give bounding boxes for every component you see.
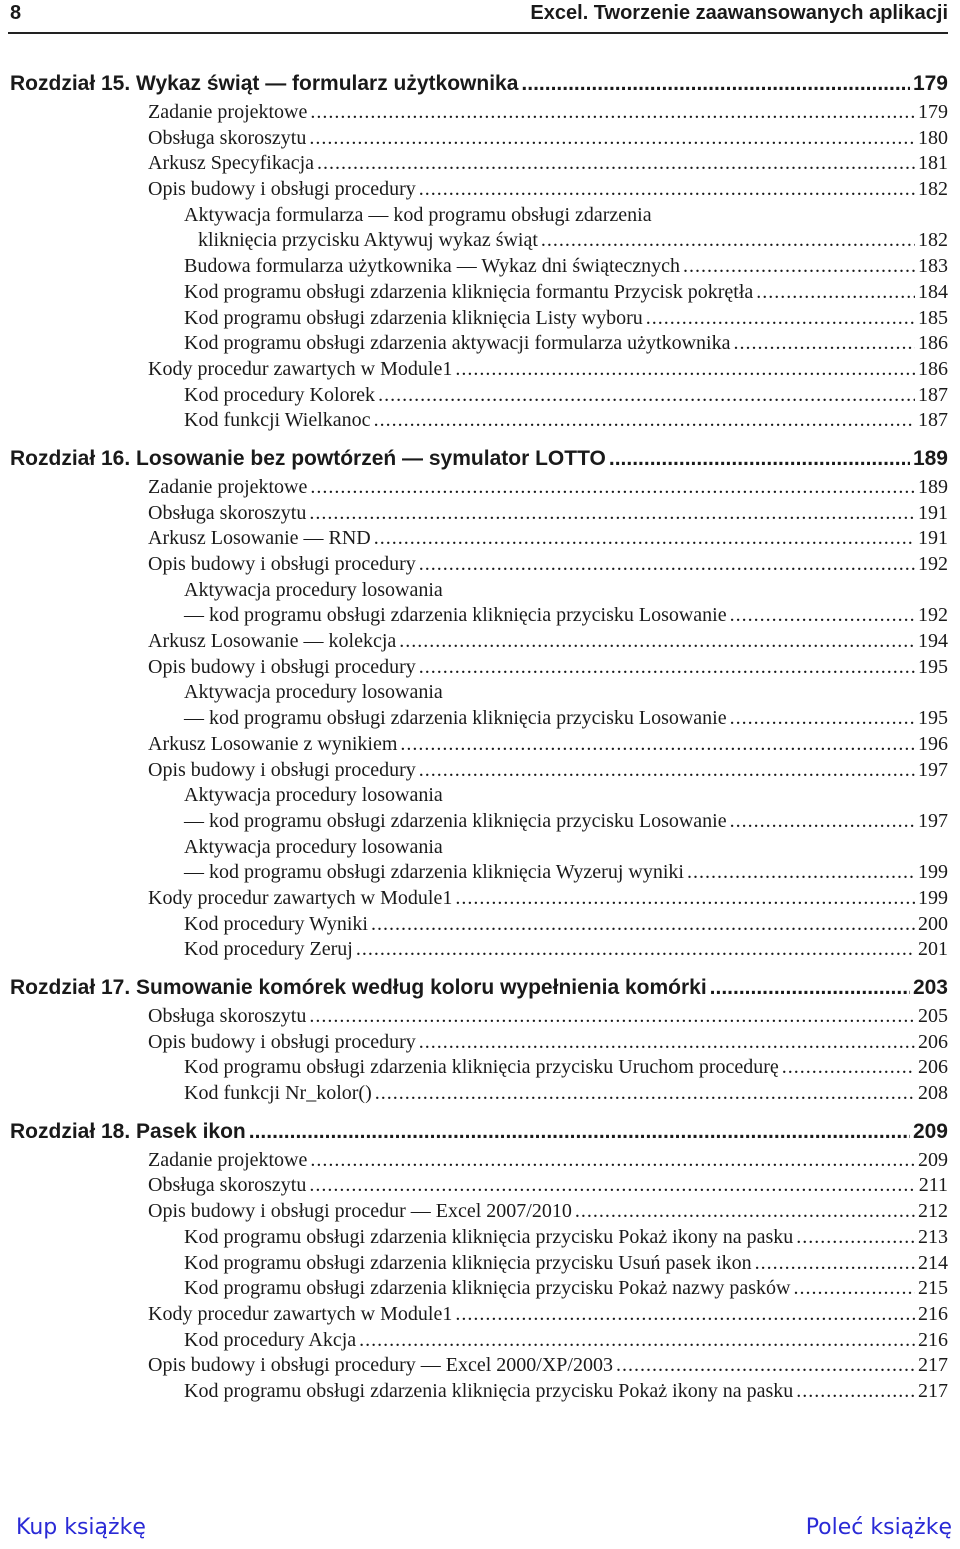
table-of-contents <box>10 72 948 1406</box>
toc-page-number: 217 <box>918 1354 948 1377</box>
toc-entry <box>10 255 948 281</box>
toc-page-number: 209 <box>918 1148 948 1171</box>
toc-page-number: 200 <box>918 912 948 935</box>
toc-page-number: 217 <box>918 1379 948 1402</box>
dot-leader <box>521 72 910 96</box>
dot-leader <box>310 476 915 499</box>
toc-page-number: 185 <box>918 306 948 329</box>
toc-entry <box>10 204 948 230</box>
dot-leader <box>455 1303 915 1326</box>
toc-entry <box>10 527 948 553</box>
toc-entry-title: Obsługa skoroszytu <box>148 1174 307 1197</box>
toc-entry-title: Arkusz Losowanie — kolekcja <box>148 630 397 653</box>
toc-entry-title: Aktywacja procedury losowania <box>184 784 443 807</box>
toc-page-number: 182 <box>918 229 948 252</box>
dot-leader <box>400 733 915 756</box>
toc-entry-title: Aktywacja formularza — kod programu obsługi zdarzenia <box>184 203 652 226</box>
toc-page-number: 189 <box>912 446 948 470</box>
toc-entry-title: Kod programu obsługi zdarzenia kliknięcia przycisku Usuń pasek ikon <box>184 1251 752 1274</box>
dot-leader <box>310 1149 915 1172</box>
page-footer <box>0 1513 960 1549</box>
dot-leader <box>796 1380 915 1403</box>
toc-page-number: 215 <box>918 1277 948 1300</box>
toc-entry-title: Kod programu obsługi zdarzenia aktywacji formularza użytkownika <box>184 332 731 355</box>
toc-page-number: 179 <box>918 101 948 123</box>
toc-page-number: 187 <box>918 409 948 432</box>
toc-entry-title: — kod programu obsługi zdarzenia kliknięcia przycisku Losowanie <box>184 809 727 832</box>
toc-entry <box>10 502 948 528</box>
toc-entry <box>10 861 948 887</box>
toc-entry-title: Opis budowy i obsługi procedury <box>148 655 416 678</box>
toc-entry-title: Aktywacja procedury losowania <box>184 681 443 704</box>
dot-leader <box>309 127 915 150</box>
toc-page-number: 183 <box>918 255 948 278</box>
dot-leader <box>249 1120 910 1144</box>
dot-leader <box>616 1354 915 1377</box>
toc-entry-title: Obsługa skoroszytu <box>148 501 307 524</box>
dot-leader <box>378 384 915 407</box>
toc-entry <box>10 759 948 785</box>
toc-page-number: 179 <box>912 72 948 95</box>
toc-page-number: 206 <box>918 1030 948 1053</box>
toc-entry-title: Opis budowy i obsługi procedury <box>148 758 416 781</box>
toc-page-number: 191 <box>918 527 948 550</box>
toc-entry <box>10 1005 948 1031</box>
dot-leader <box>419 759 915 782</box>
toc-entry <box>10 358 948 384</box>
toc-entry-title: Rozdział 17. Sumowanie komórek według koloru wypełnienia komórki <box>10 976 707 999</box>
dot-leader <box>309 1005 915 1028</box>
toc-page-number: 180 <box>918 126 948 149</box>
toc-entry <box>10 707 948 733</box>
toc-page-number: 187 <box>918 383 948 406</box>
toc-entry <box>10 409 948 435</box>
toc-entry <box>10 1329 948 1355</box>
toc-chapter-entry <box>10 1120 948 1149</box>
dot-leader <box>733 332 915 355</box>
toc-entry <box>10 229 948 255</box>
toc-entry <box>10 152 948 178</box>
toc-entry <box>10 656 948 682</box>
dot-leader <box>399 630 915 653</box>
toc-entry <box>10 1056 948 1082</box>
toc-entry <box>10 784 948 810</box>
toc-page-number: 212 <box>918 1200 948 1223</box>
dot-leader <box>730 604 915 627</box>
toc-page-number: 197 <box>918 758 948 781</box>
toc-entry <box>10 1200 948 1226</box>
toc-entry <box>10 332 948 358</box>
toc-page-number: 199 <box>918 886 948 909</box>
dot-leader <box>782 1056 915 1079</box>
toc-page-number: 182 <box>918 178 948 201</box>
toc-entry-title: — kod programu obsługi zdarzenia kliknięcia Wyzeruj wyniki <box>184 861 684 884</box>
dot-leader <box>317 152 915 175</box>
toc-entry-title: Arkusz Losowanie — RND <box>148 527 371 550</box>
toc-entry-title: Kod programu obsługi zdarzenia kliknięcia przycisku Pokaż nazwy pasków <box>184 1277 791 1300</box>
dot-leader <box>375 1082 915 1105</box>
dot-leader <box>609 447 910 471</box>
toc-entry <box>10 810 948 836</box>
toc-entry-title: Aktywacja procedury losowania <box>184 835 443 858</box>
toc-entry <box>10 476 948 502</box>
dot-leader <box>309 1174 915 1197</box>
dot-leader <box>374 527 915 550</box>
dot-leader <box>310 101 915 124</box>
toc-page-number: 203 <box>912 976 948 999</box>
toc-entry <box>10 281 948 307</box>
toc-page-number: 205 <box>918 1005 948 1027</box>
toc-entry-title: Arkusz Specyfikacja <box>148 152 315 175</box>
toc-page-number: 181 <box>918 152 948 175</box>
toc-entry <box>10 101 948 127</box>
toc-entry-title: Rozdział 15. Wykaz świąt — formularz użytkownika <box>10 72 519 95</box>
toc-chapter-entry <box>10 72 948 101</box>
toc-entry-title: kliknięcia przycisku Aktywuj wykaz świąt <box>198 229 538 252</box>
toc-entry-title: — kod programu obsługi zdarzenia kliknięcia przycisku Losowanie <box>184 707 727 730</box>
toc-entry-title: Kod procedury Kolorek <box>184 383 376 406</box>
dot-leader <box>356 938 915 961</box>
dot-leader <box>793 1277 915 1300</box>
toc-page-number: 189 <box>918 475 948 498</box>
toc-page-number: 201 <box>918 938 948 961</box>
toc-chapter-entry <box>10 976 948 1005</box>
page-number: 8 <box>10 2 22 24</box>
toc-entry <box>10 1226 948 1252</box>
toc-page-number: 186 <box>918 332 948 355</box>
dot-leader <box>730 810 915 833</box>
dot-leader <box>755 1252 915 1275</box>
toc-page-number: 192 <box>918 604 948 627</box>
toc-page-number: 208 <box>918 1082 948 1105</box>
recommend-book-link[interactable]: Poleć książkę <box>805 1515 952 1540</box>
toc-entry-title: Kod programu obsługi zdarzenia kliknięcia przycisku Pokaż ikony na pasku <box>184 1225 794 1248</box>
toc-entry <box>10 1380 948 1406</box>
toc-entry <box>10 1303 948 1329</box>
dot-leader <box>419 656 915 679</box>
toc-page-number: 186 <box>918 357 948 380</box>
buy-book-link[interactable]: Kup książkę <box>16 1515 146 1540</box>
toc-entry <box>10 681 948 707</box>
toc-entry <box>10 630 948 656</box>
toc-entry-title: Kody procedur zawartych w Module1 <box>148 1302 453 1325</box>
dot-leader <box>419 178 915 201</box>
toc-entry-title: Kod programu obsługi zdarzenia kliknięcia Listy wyboru <box>184 306 643 329</box>
dot-leader <box>419 1031 915 1054</box>
toc-entry-title: Rozdział 16. Losowanie bez powtórzeń — symulator LOTTO <box>10 446 606 470</box>
dot-leader <box>455 358 915 381</box>
page-header <box>8 0 948 34</box>
dot-leader <box>374 409 915 432</box>
toc-entry-title: Kod programu obsługi zdarzenia kliknięcia formantu Przycisk pokrętła <box>184 280 754 303</box>
book-title: Excel. Tworzenie zaawansowanych aplikacji <box>530 2 948 24</box>
dot-leader <box>683 255 915 278</box>
toc-entry <box>10 307 948 333</box>
dot-leader <box>359 1329 915 1352</box>
toc-page-number: 195 <box>918 707 948 730</box>
toc-entry-title: Kod programu obsługi zdarzenia kliknięcia przycisku Uruchom procedurę <box>184 1056 779 1079</box>
toc-entry <box>10 1354 948 1380</box>
section-gap <box>10 435 948 447</box>
toc-entry <box>10 1031 948 1057</box>
toc-page-number: 209 <box>912 1119 948 1143</box>
toc-page-number: 211 <box>918 1174 948 1197</box>
toc-entry <box>10 913 948 939</box>
toc-entry <box>10 733 948 759</box>
toc-page-number: 216 <box>918 1328 948 1351</box>
toc-page-number: 184 <box>918 280 948 303</box>
toc-page-number: 214 <box>918 1251 948 1274</box>
toc-page-number: 216 <box>918 1302 948 1325</box>
toc-entry-title: Kod funkcji Nr_kolor() <box>184 1082 372 1105</box>
dot-leader <box>455 887 915 910</box>
dot-leader <box>687 861 915 884</box>
toc-page-number: 195 <box>918 655 948 678</box>
toc-page-number: 213 <box>918 1225 948 1248</box>
toc-entry-title: Zadanie projektowe <box>148 1148 308 1171</box>
toc-entry-title: Aktywacja procedury losowania <box>184 578 443 601</box>
toc-entry <box>10 1277 948 1303</box>
dot-leader <box>710 976 910 1000</box>
dot-leader <box>730 707 915 730</box>
toc-entry-title: Zadanie projektowe <box>148 101 308 123</box>
section-gap <box>10 964 948 976</box>
toc-entry <box>10 1174 948 1200</box>
toc-entry <box>10 178 948 204</box>
toc-entry-title: Rozdział 18. Pasek ikon <box>10 1119 246 1143</box>
toc-entry <box>10 836 948 862</box>
toc-page-number: 197 <box>918 809 948 832</box>
dot-leader <box>371 913 915 936</box>
toc-entry <box>10 604 948 630</box>
toc-entry <box>10 1252 948 1278</box>
toc-entry-title: Budowa formularza użytkownika — Wykaz dni świątecznych <box>184 255 681 278</box>
dot-leader <box>646 307 915 330</box>
toc-page-number: 191 <box>918 501 948 524</box>
dot-leader <box>796 1226 915 1249</box>
toc-entry-title: Opis budowy i obsługi procedury <box>148 178 416 201</box>
dot-leader <box>419 553 915 576</box>
toc-entry-title: Obsługa skoroszytu <box>148 126 307 149</box>
toc-entry <box>10 1082 948 1108</box>
toc-entry <box>10 579 948 605</box>
toc-entry <box>10 938 948 964</box>
section-gap <box>10 1108 948 1120</box>
toc-entry <box>10 127 948 153</box>
toc-entry-title: Zadanie projektowe <box>148 475 308 498</box>
dot-leader <box>541 229 915 252</box>
toc-entry-title: Opis budowy i obsługi procedury <box>148 1030 416 1053</box>
toc-chapter-entry <box>10 447 948 476</box>
toc-entry-title: Opis budowy i obsługi procedur — Excel 2007/2010 <box>148 1200 572 1223</box>
toc-page-number: 206 <box>918 1056 948 1079</box>
toc-entry-title: Kod procedury Akcja <box>184 1328 357 1351</box>
toc-entry-title: Opis budowy i obsługi procedury — Excel 2000/XP/2003 <box>148 1354 613 1377</box>
toc-page-number: 192 <box>918 553 948 575</box>
toc-entry-title: Arkusz Losowanie z wynikiem <box>148 732 398 755</box>
toc-entry <box>10 887 948 913</box>
toc-entry-title: — kod programu obsługi zdarzenia kliknięcia przycisku Losowanie <box>184 604 727 627</box>
toc-entry-title: Kody procedur zawartych w Module1 <box>148 357 453 380</box>
toc-entry-title: Kod procedury Wyniki <box>184 912 368 935</box>
toc-page-number: 194 <box>918 630 948 653</box>
toc-entry-title: Kod programu obsługi zdarzenia kliknięcia przycisku Pokaż ikony na pasku <box>184 1379 794 1402</box>
toc-entry <box>10 384 948 410</box>
toc-entry <box>10 1149 948 1175</box>
dot-leader <box>575 1200 915 1223</box>
toc-entry-title: Kody procedur zawartych w Module1 <box>148 886 453 909</box>
toc-entry-title: Obsługa skoroszytu <box>148 1005 307 1027</box>
toc-entry <box>10 553 948 579</box>
toc-entry-title: Opis budowy i obsługi procedury <box>148 553 416 575</box>
dot-leader <box>309 502 915 525</box>
toc-page-number: 196 <box>918 732 948 755</box>
toc-entry-title: Kod procedury Zeruj <box>184 938 353 961</box>
dot-leader <box>756 281 915 304</box>
toc-entry-title: Kod funkcji Wielkanoc <box>184 409 371 432</box>
toc-page-number: 199 <box>918 861 948 884</box>
